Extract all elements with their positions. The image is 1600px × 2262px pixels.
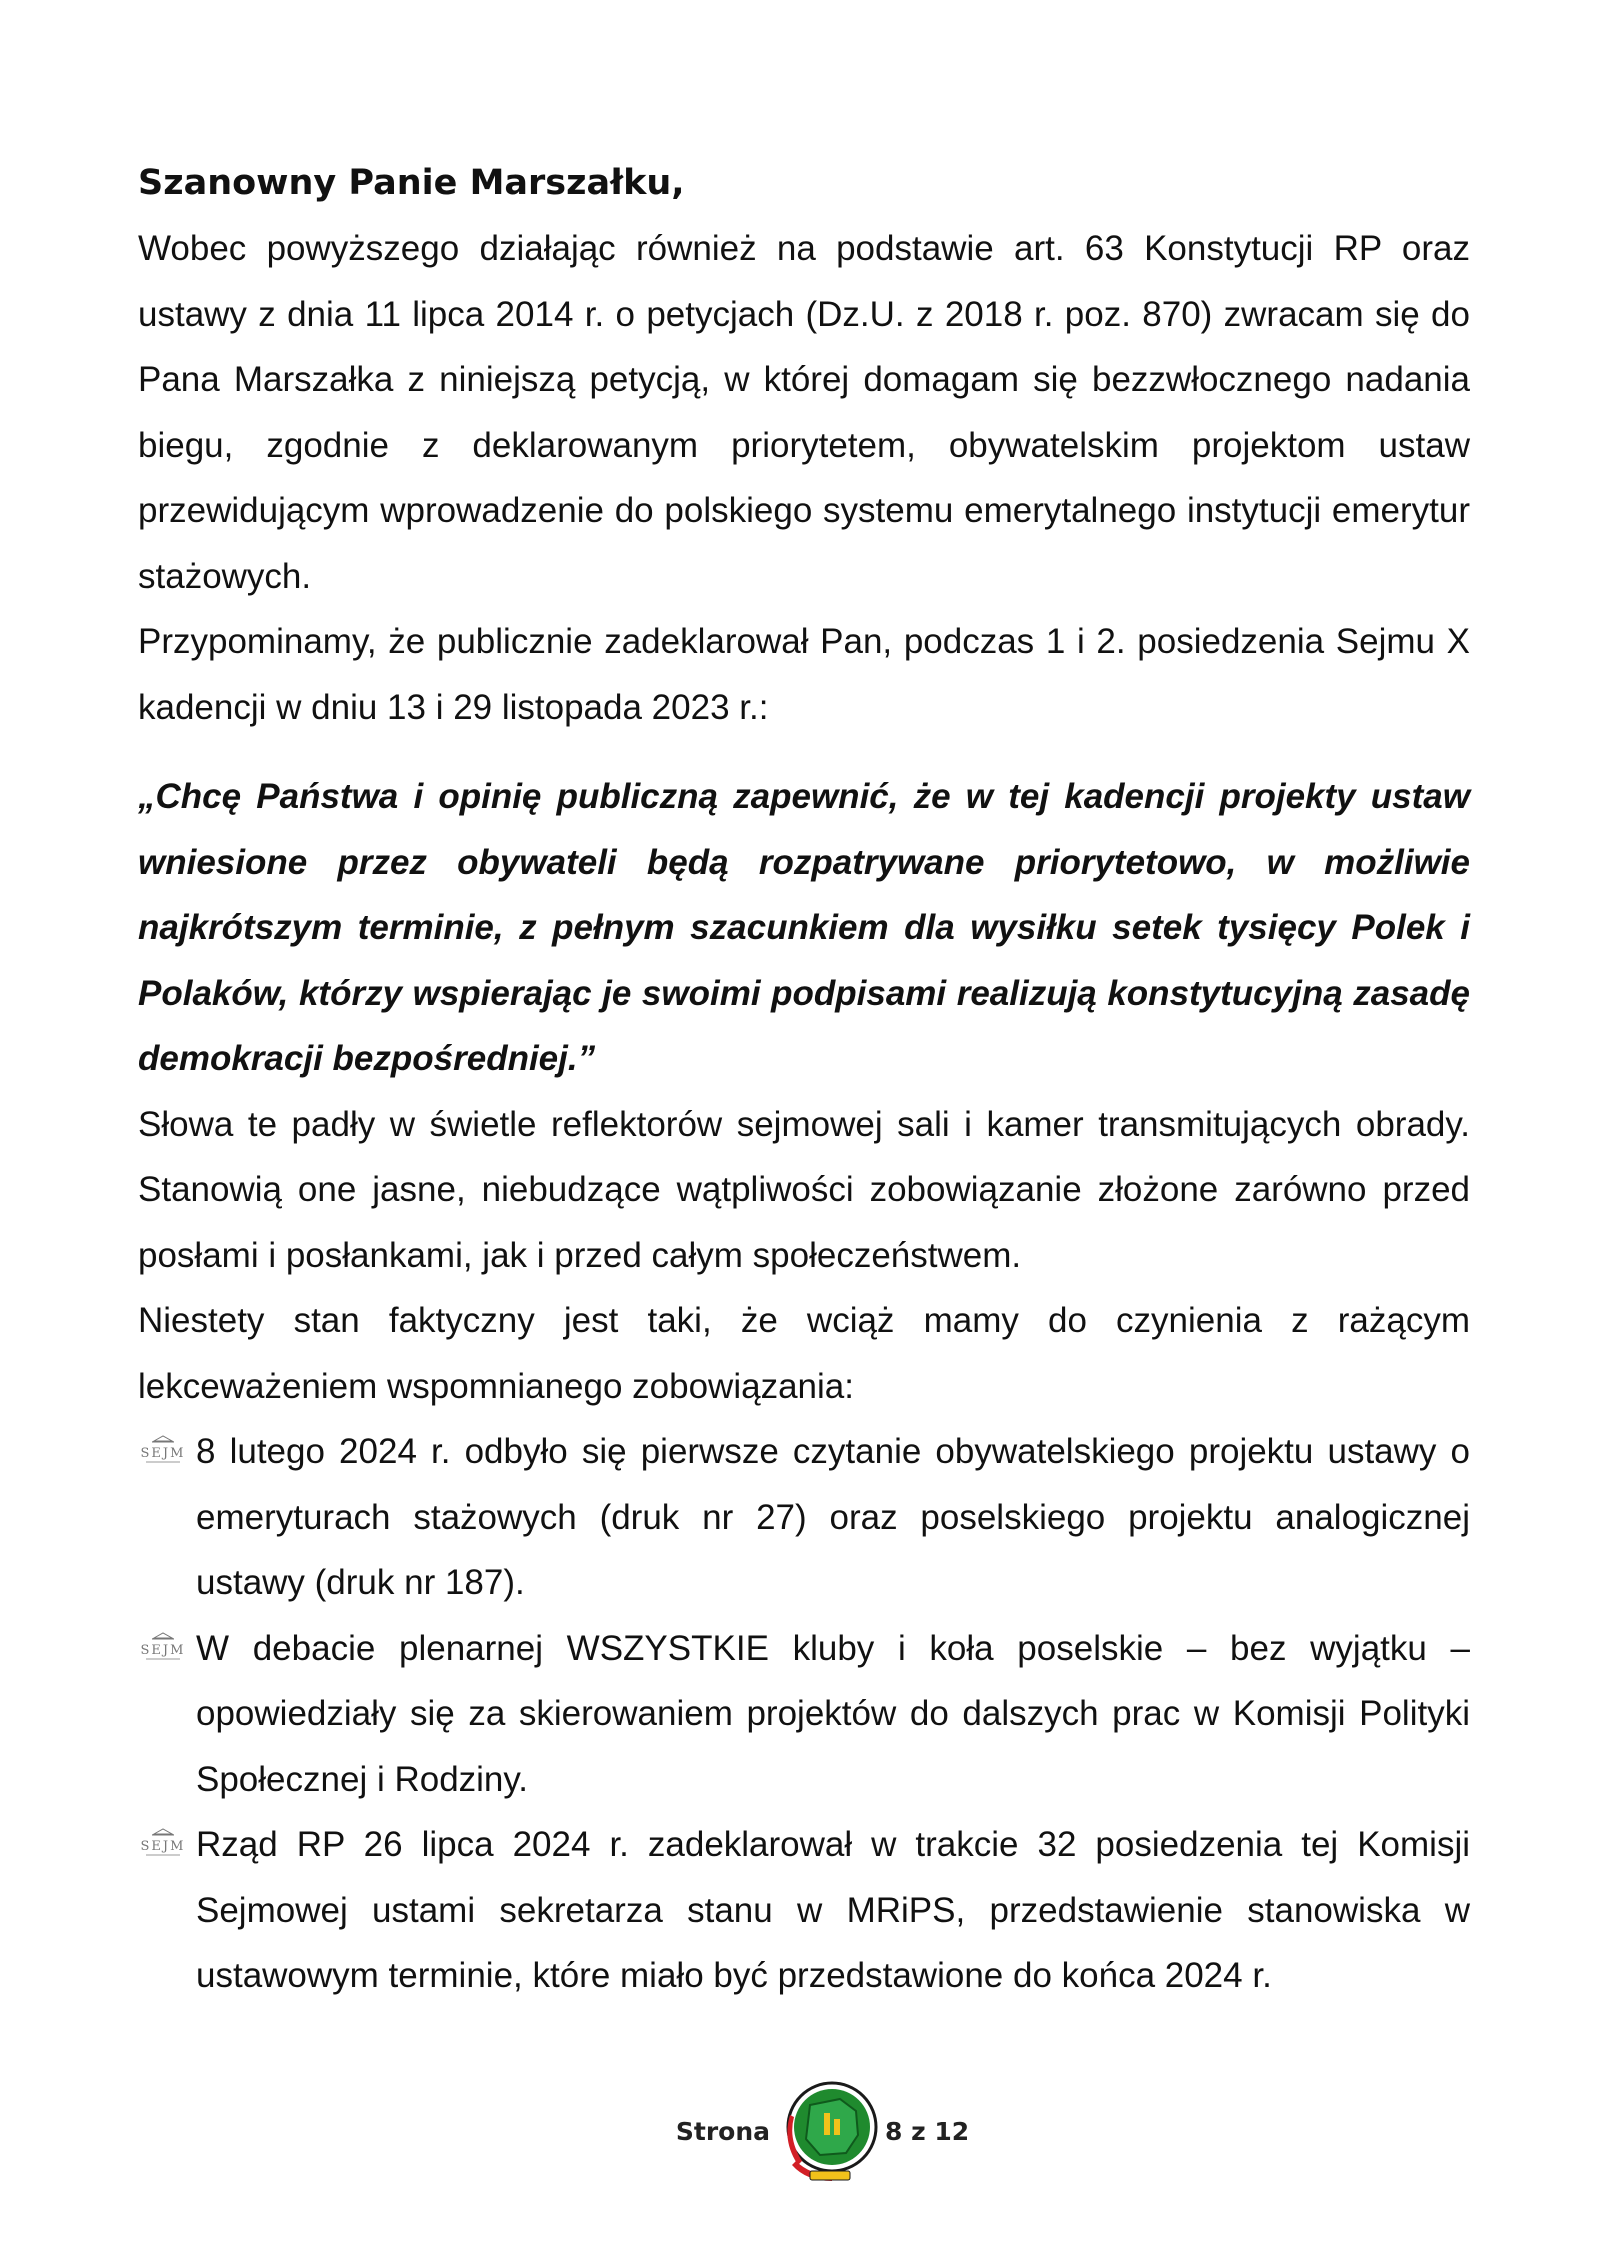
paragraph-factual-state: Niestety stan faktyczny jest taki, że wciąż mamy do czynienia z rażącym lekceważeniem wspomnianego zobowiązania: [138, 1301, 1470, 1406]
list-item [138, 1812, 1470, 2009]
svg-text:SEJM: SEJM [140, 1446, 186, 1461]
list-item [138, 1616, 1470, 1813]
footer-page-number: 8 z 12 [885, 2117, 970, 2146]
paragraph-words-spoken: Słowa te padły w świetle reflektorów sejmowej sali i kamer transmitujących obrady. Stanowią one jasne, niebudzące wątpliwości zobowiązanie złożone zarówno przed posłami i posłankami, jak i przed całym społeczeństwem. [138, 1104, 1470, 1275]
sejm-logo-icon [136, 1632, 190, 1666]
sejm-logo-icon [136, 1435, 190, 1469]
svg-text:SEJM: SEJM [140, 1642, 186, 1658]
list-item [138, 1419, 1470, 1616]
salutation: Szanowny Panie Marszałku, [138, 163, 685, 203]
document-page [138, 150, 1470, 2009]
sejm-logo-icon [136, 1828, 190, 1862]
bullet-list [138, 1419, 1470, 2009]
organization-logo-icon [780, 2077, 880, 2183]
marshal-quote: „Chcę Państwa i opinię publiczną zapewnić, że w tej kadencji projekty ustaw wniesione przez obywateli będą rozpatrywane priorytetowo, w możliwie najkrótszym terminie, z pełnym szacunkiem dla wysiłku setek tysięcy Polek i Polaków, którzy wspierając je swoimi podpisami realizują konstytucyjną zasadę demokracji bezpośredniej.” [138, 777, 1470, 1078]
bullet-text: Rząd RP 26 lipca 2024 r. zadeklarował w trakcie 32 posiedzenia tej Komisji Sejmowej ustami sekretarza stanu w MRiPS, przedstawienie stanowiska w ustawowym terminie, które miało być przedstawione do końca 2024 r. [196, 1825, 1470, 1995]
paragraph-reminder: Przypominamy, że publicznie zadeklarował Pan, podczas 1 i 2. posiedzenia Sejmu X kadencji w dniu 13 i 29 listopada 2023 r.: [138, 622, 1470, 727]
page-footer [0, 2075, 1600, 2185]
bullet-text: 8 lutego 2024 r. odbyło się pierwsze czytanie obywatelskiego projektu ustawy o emeryturach stażowych (druk nr 27) oraz poselskiego projektu analogicznej ustawy (druk nr 187). [196, 1432, 1470, 1602]
footer-page-label: Strona [675, 2117, 770, 2146]
svg-text:SEJM: SEJM [140, 1839, 186, 1854]
paragraph-petition: Wobec powyższego działając również na podstawie art. 63 Konstytucji RP oraz ustawy z dnia 11 lipca 2014 r. o petycjach (Dz.U. z 2018 r. poz. 870) zwracam się do Pana Marszałka z niniejszą petycją, w której domagam się bezzwłocznego nadania biegu, zgodnie z deklarowanym priorytetem, obywatelskim projektom ustaw przewidującym wprowadzenie do polskiego systemu emerytalnego instytucji emerytur stażowych. [138, 229, 1470, 596]
bullet-text: W debacie plenarnej WSZYSTKIE kluby i koła poselskie – bez wyjątku – opowiedziały się za skierowaniem projektów do dalszych prac w Komisji Polityki Społecznej i Rodziny. [196, 1628, 1470, 1799]
